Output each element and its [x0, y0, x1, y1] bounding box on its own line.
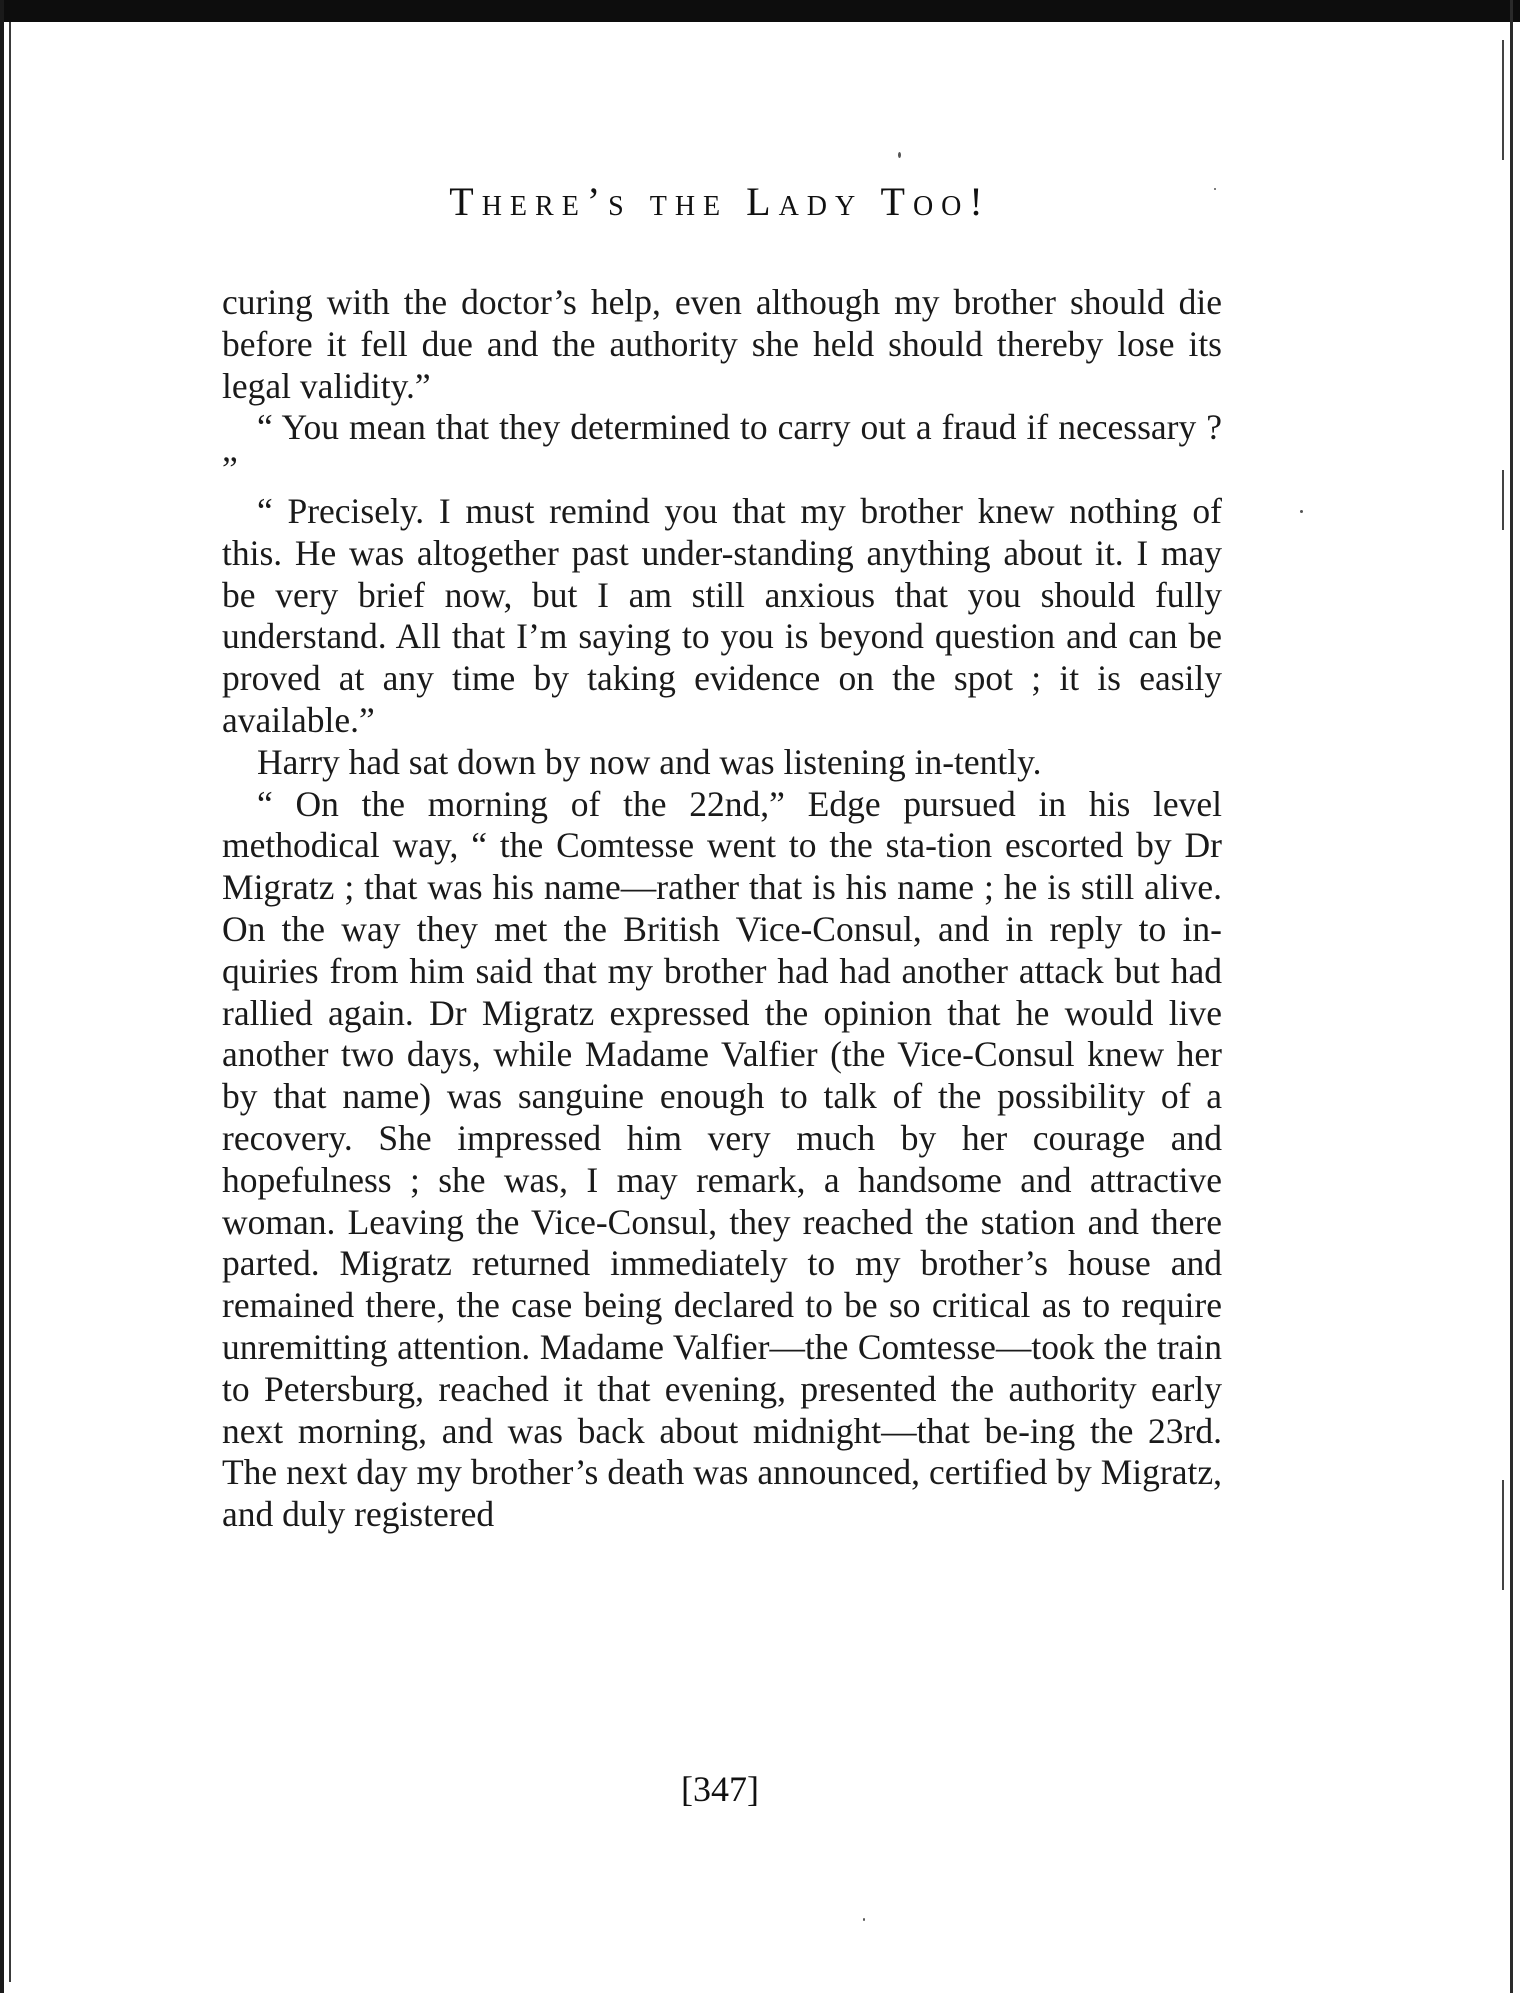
scan-speck	[863, 1918, 865, 1921]
scan-right-border	[1510, 0, 1513, 1993]
paragraph: “ Precisely. I must remind you that my brother knew nothing of this. He was altogether past under-standing anything about it. I may be very brief now, but I am still anxious that you should fully understand. All that I’m saying to you is beyond question and can be proved at any time by taking evidence on the spot ; it is easily available.”	[222, 490, 1222, 740]
running-head: There’s the Lady Too!	[449, 179, 991, 224]
scan-speck	[898, 152, 901, 158]
scan-right-mark	[1502, 40, 1504, 160]
paragraph: curing with the doctor’s help, even although my brother should die before it fell due and the authority she held should thereby lose its legal validity.”	[222, 282, 1222, 406]
page-number: [347]	[681, 1769, 759, 1809]
scan-top-border	[0, 0, 1520, 22]
paragraph: “ On the morning of the 22nd,” Edge pursued in his level methodical way, “ the Comtesse went to the sta-tion escorted by Dr Migratz ; that was his name—rather that is his name ; he is still alive. On the way they met the British Vice-Consul, and in reply to in-quiries from him said that my brother had had another attack but had rallied again. Dr Migratz expressed the opinion that he would live another two days, while Madame Valfier (the Vice-Consul knew her by that name) was sanguine enough to talk of the possibility of a recovery. She impressed him very much by her courage and hopefulness ; she was, I may remark, a handsome and attractive woman. Leaving the Vice-Consul, they reached the station and there parted. Migratz returned immediately to my brother’s house and remained there, the case being declared to be so critical as to require unremitting attention. Madame Valfier—the Comtesse—took the train to Petersburg, reached it that evening, presented the authority early next morning, and was back about midnight—that be-ing the 23rd. The next day my brother’s death was announced, certified by Migratz, and duly registered	[222, 783, 1222, 1535]
scan-speck	[1300, 510, 1303, 513]
scan-right-mark	[1502, 1480, 1504, 1590]
scan-right-mark	[1502, 470, 1504, 530]
body-text	[222, 282, 1222, 1536]
paragraph: “ You mean that they determined to carry out a fraud if necessary ? ”	[222, 407, 1222, 490]
paragraph: Harry had sat down by now and was listening in-tently.	[257, 741, 1042, 782]
scan-left-rule	[9, 22, 11, 1982]
scan-left-border	[0, 0, 4, 1993]
